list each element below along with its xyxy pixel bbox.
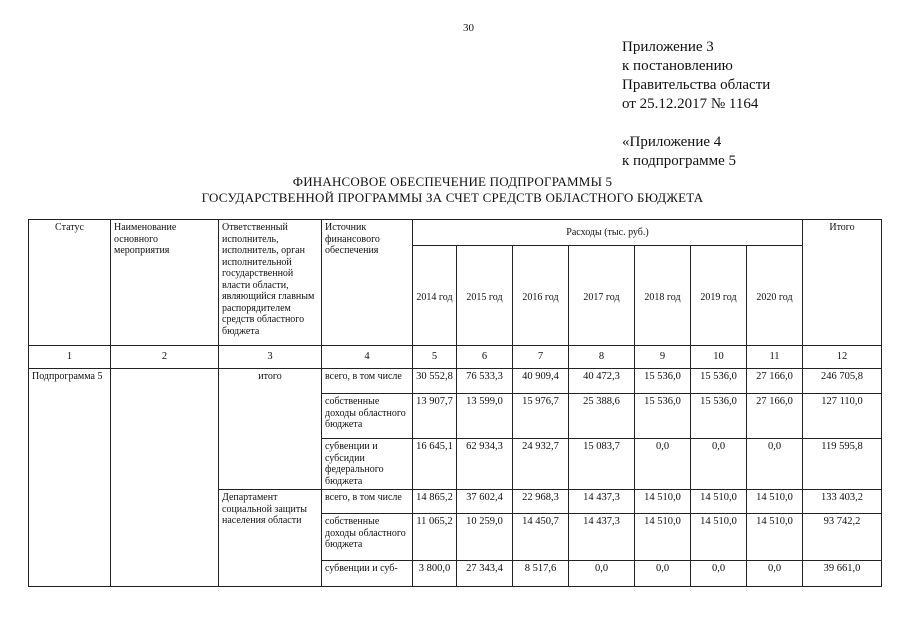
column-number: 3 [219, 346, 322, 369]
value-cell: 14 865,2 [413, 490, 457, 514]
header-year: 2017 год [569, 246, 635, 346]
value-cell: 0,0 [635, 561, 691, 587]
source-cell: всего, в том числе [322, 369, 413, 394]
value-cell: 15 536,0 [691, 394, 747, 439]
column-number: 10 [691, 346, 747, 369]
column-number: 1 [29, 346, 111, 369]
header-event: Наименование основного мероприятия [111, 220, 219, 346]
value-cell: 14 510,0 [747, 514, 803, 561]
value-cell: 14 437,3 [569, 490, 635, 514]
value-cell: 13 599,0 [457, 394, 513, 439]
value-cell: 40 472,3 [569, 369, 635, 394]
appendix-line: к подпрограмме 5 [622, 153, 736, 169]
header-source: Источник финансового обеспечения [322, 220, 413, 346]
value-cell: 15 976,7 [513, 394, 569, 439]
value-cell: 0,0 [569, 561, 635, 587]
source-cell: собственные доходы областного бюджета [322, 394, 413, 439]
column-number-row [29, 346, 882, 369]
value-cell: 0,0 [691, 439, 747, 490]
header-year: 2019 год [691, 246, 747, 346]
value-cell: 14 510,0 [691, 514, 747, 561]
value-cell: 62 934,3 [457, 439, 513, 490]
source-cell: всего, в том числе [322, 490, 413, 514]
header-year: 2016 год [513, 246, 569, 346]
value-cell: 27 343,4 [457, 561, 513, 587]
event-cell [111, 369, 219, 587]
appendix-line: Приложение 3 [622, 39, 714, 55]
value-cell: 0,0 [691, 561, 747, 587]
total-cell: 127 110,0 [803, 394, 882, 439]
column-number: 5 [413, 346, 457, 369]
column-number: 2 [111, 346, 219, 369]
executor-cell: итого [219, 369, 322, 490]
appendix-line: от 25.12.2017 № 1164 [622, 96, 759, 112]
value-cell: 40 909,4 [513, 369, 569, 394]
value-cell: 15 536,0 [635, 394, 691, 439]
value-cell: 27 166,0 [747, 369, 803, 394]
appendix-block [622, 38, 770, 171]
value-cell: 0,0 [747, 439, 803, 490]
value-cell: 24 932,7 [513, 439, 569, 490]
value-cell: 14 450,7 [513, 514, 569, 561]
value-cell: 0,0 [747, 561, 803, 587]
value-cell: 14 510,0 [635, 514, 691, 561]
value-cell: 15 536,0 [691, 369, 747, 394]
column-number: 8 [569, 346, 635, 369]
value-cell: 15 536,0 [635, 369, 691, 394]
title-line: ГОСУДАРСТВЕННОЙ ПРОГРАММЫ ЗА СЧЕТ СРЕДСТВ ОБЛАСТНОГО БЮДЖЕТА [201, 190, 704, 205]
value-cell: 14 510,0 [635, 490, 691, 514]
value-cell: 13 907,7 [413, 394, 457, 439]
header-executor: Ответственный исполнитель, исполнитель, орган исполнительной государственной власти области, являющийся главным распорядителем средств областного бюджета [219, 220, 322, 346]
page-number: 30 [463, 22, 474, 34]
column-number: 9 [635, 346, 691, 369]
financing-table [28, 219, 882, 587]
value-cell: 0,0 [635, 439, 691, 490]
value-cell: 14 437,3 [569, 514, 635, 561]
title-line: ФИНАНСОВОЕ ОБЕСПЕЧЕНИЕ ПОДПРОГРАММЫ 5 [292, 174, 613, 189]
value-cell: 25 388,6 [569, 394, 635, 439]
appendix-line: к постановлению [622, 58, 733, 74]
column-number: 4 [322, 346, 413, 369]
total-cell: 119 595,8 [803, 439, 882, 490]
total-cell: 39 661,0 [803, 561, 882, 587]
value-cell: 76 533,3 [457, 369, 513, 394]
header-status: Статус [29, 220, 111, 346]
value-cell: 27 166,0 [747, 394, 803, 439]
document-title [0, 174, 905, 206]
header-year: 2020 год [747, 246, 803, 346]
header-total: Итого [803, 220, 882, 346]
status-cell: Подпрограмма 5 [29, 369, 111, 587]
value-cell: 15 083,7 [569, 439, 635, 490]
header-year: 2014 год [413, 246, 457, 346]
executor-cell: Департамент социальной защиты населения области [219, 490, 322, 587]
source-cell: субвенции и суб- [322, 561, 413, 587]
total-cell: 93 742,2 [803, 514, 882, 561]
header-year: 2015 год [457, 246, 513, 346]
column-number: 11 [747, 346, 803, 369]
value-cell: 30 552,8 [413, 369, 457, 394]
total-cell: 246 705,8 [803, 369, 882, 394]
column-number: 6 [457, 346, 513, 369]
value-cell: 10 259,0 [457, 514, 513, 561]
header-expenses: Расходы (тыс. руб.) [413, 220, 803, 246]
source-cell: субвенции и субсидии федерального бюджета [322, 439, 413, 490]
value-cell: 22 968,3 [513, 490, 569, 514]
value-cell: 8 517,6 [513, 561, 569, 587]
source-cell: собственные доходы областного бюджета [322, 514, 413, 561]
value-cell: 14 510,0 [691, 490, 747, 514]
value-cell: 14 510,0 [747, 490, 803, 514]
header-year: 2018 год [635, 246, 691, 346]
appendix-line: Правительства области [622, 77, 771, 93]
value-cell: 11 065,2 [413, 514, 457, 561]
value-cell: 37 602,4 [457, 490, 513, 514]
column-number: 12 [803, 346, 882, 369]
value-cell: 3 800,0 [413, 561, 457, 587]
column-number: 7 [513, 346, 569, 369]
value-cell: 16 645,1 [413, 439, 457, 490]
table-row [29, 369, 882, 394]
appendix-line: «Приложение 4 [622, 134, 722, 150]
total-cell: 133 403,2 [803, 490, 882, 514]
